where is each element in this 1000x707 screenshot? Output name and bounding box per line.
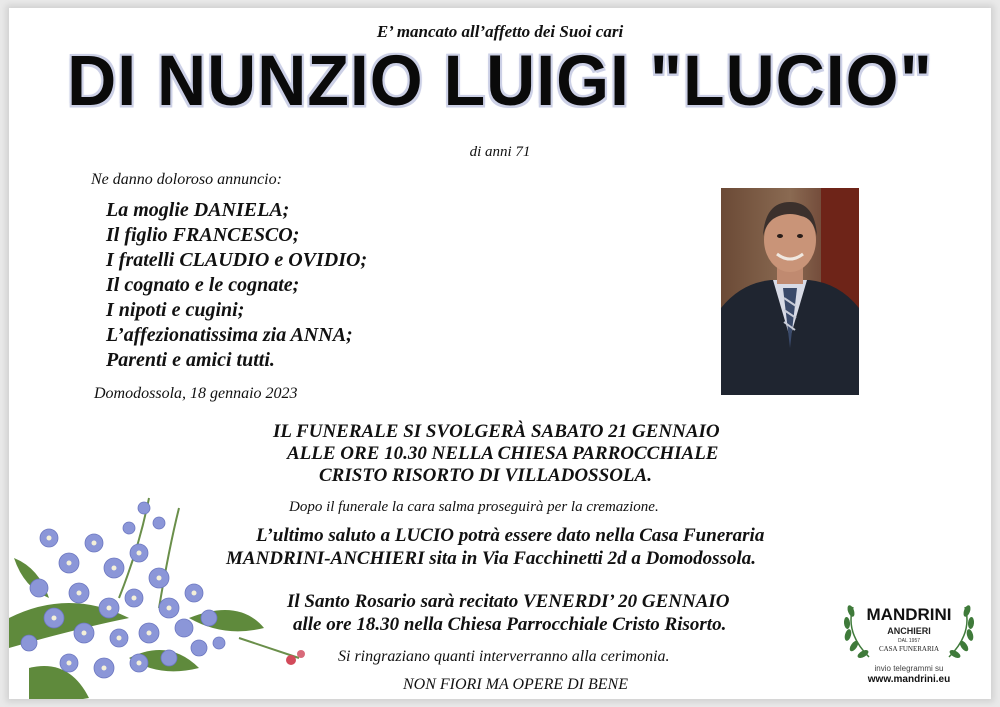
rosary-line: alle ore 18.30 nella Chiesa Parrocchiale Cristo Risorto. xyxy=(293,614,727,635)
cremation-note: Dopo il funerale la cara salma proseguirà per la cremazione. xyxy=(289,499,659,515)
logo-type: CASA FUNERARIA xyxy=(878,645,940,653)
mandrini-logo xyxy=(839,593,979,688)
thanks-line: Si ringraziano quanti interverranno alla cerimonia. xyxy=(338,648,670,665)
place-date: Domodossola, 18 gennaio 2023 xyxy=(94,385,298,402)
funeral-line: IL FUNERALE SI SVOLGERÀ SABATO 21 GENNAIO xyxy=(273,421,720,442)
logo-since: DAL 1957 xyxy=(897,638,921,644)
deceased-photo xyxy=(721,188,859,395)
relative-line: I fratelli CLAUDIO e OVIDIO; xyxy=(106,249,368,271)
relative-line: L’affezionatissima zia ANNA; xyxy=(106,324,353,346)
announce-line: Ne danno doloroso annuncio: xyxy=(91,171,282,188)
obituary-card xyxy=(9,8,991,699)
relative-line: Parenti e amici tutti. xyxy=(106,349,275,371)
rosary-line: Il Santo Rosario sarà recitato VENERDI’ 20 GENNAIO xyxy=(287,591,730,612)
intro-line: E’ mancato all’affetto dei Suoi cari xyxy=(376,22,624,41)
funeral-line: ALLE ORE 10.30 NELLA CHIESA PARROCCHIALE xyxy=(287,443,719,464)
relative-line: Il figlio FRANCESCO; xyxy=(106,224,300,246)
salute-line: L’ultimo saluto a LUCIO potrà essere dato nella Casa Funeraria xyxy=(256,525,765,546)
no-flowers-line: NON FIORI MA OPERE DI BENE xyxy=(403,676,628,693)
logo-brand: MANDRINI xyxy=(866,605,952,624)
funeral-line: CRISTO RISORTO DI VILLADOSSOLA. xyxy=(319,465,652,486)
logo-sub: ANCHIERI xyxy=(887,626,931,636)
age-line: di anni 71 xyxy=(469,144,531,160)
relative-line: Il cognato e le cognate; xyxy=(106,274,300,296)
forget-me-not-flowers xyxy=(9,468,319,699)
logo-url: www.mandrini.eu xyxy=(867,674,951,685)
portrait-image xyxy=(721,188,859,395)
logo-invite: invio telegrammi su xyxy=(874,664,944,673)
salute-line: MANDRINI-ANCHIERI sita in Via Facchinetti 2d a Domodossola. xyxy=(226,548,756,569)
relative-line: I nipoti e cugini; xyxy=(106,299,245,321)
deceased-name: DI NUNZIO LUIGI "LUCIO" xyxy=(67,41,933,121)
relative-line: La moglie DANIELA; xyxy=(106,199,290,221)
